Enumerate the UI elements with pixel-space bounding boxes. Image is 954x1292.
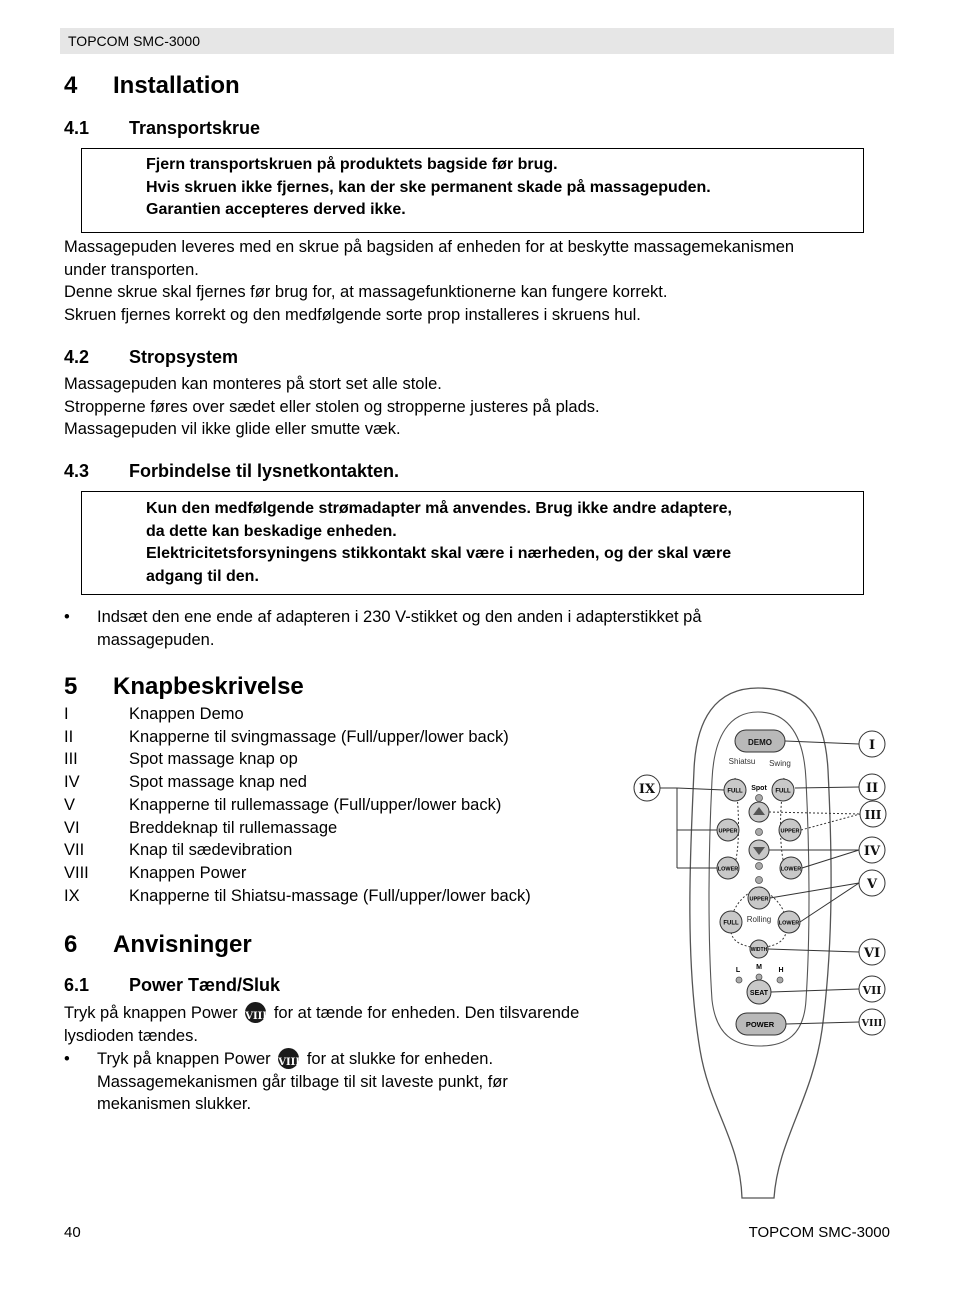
- list-roman: VIII: [64, 863, 89, 882]
- warning-line: Elektricitetsforsyningens stikkontakt skal være i nærheden, og der skal være: [146, 545, 732, 563]
- subsection-title: Transportskrue: [129, 118, 261, 138]
- footer-title: TOPCOM SMC-3000: [748, 1224, 890, 1241]
- list-desc: Knappen Demo: [129, 705, 244, 723]
- bullet-power-off: [64, 1048, 634, 1116]
- section-title: Knapbeskrivelse: [113, 673, 304, 700]
- section-4-2-heading: [64, 347, 464, 369]
- list-desc: Knapperne til rullemassage (Full/upper/lower back): [129, 795, 502, 814]
- list-desc: Breddeknap til rullemassage: [129, 818, 338, 837]
- paragraph-line: Stropperne føres over sædet eller stolen og stropperne justeres på plads.: [64, 397, 600, 416]
- button-label: FULL: [727, 788, 743, 795]
- list-desc: Knap til sædevibration: [129, 841, 293, 860]
- list-desc: Spot massage knap op: [129, 750, 298, 769]
- text-segment: Tryk på knappen Power: [97, 1050, 271, 1068]
- section-4-3-heading: [64, 461, 564, 483]
- section-title: Installation: [113, 72, 240, 99]
- callout-label: VIII: [861, 1018, 883, 1029]
- button-label: WIDTH: [750, 947, 768, 953]
- bullet-marker: •: [64, 608, 70, 626]
- warning-text-power: [146, 498, 732, 589]
- callout-label: VI: [863, 946, 881, 961]
- led-indicator: [756, 974, 762, 980]
- callout-label: III: [864, 808, 882, 822]
- subsection-title: Power Tænd/Sluk: [129, 975, 281, 995]
- remote-control-illustration: [630, 680, 900, 1205]
- high-label: H: [778, 967, 784, 974]
- power-label: POWER: [745, 1020, 775, 1029]
- subsection-number: 6.1: [64, 975, 90, 995]
- list-desc: Knapperne til Shiatsu-massage (Full/upper/lower back): [129, 886, 531, 905]
- list-desc: Knappen Power: [129, 863, 247, 882]
- warning-line: adgang til den.: [146, 568, 259, 586]
- section-6-heading: [64, 931, 464, 961]
- section-4-1-heading: [64, 118, 464, 140]
- callout-label: IV: [863, 844, 881, 859]
- text-segment: for at slukke for enheden.: [306, 1050, 494, 1068]
- button-label: UPPER: [718, 828, 738, 835]
- led-indicator: [736, 977, 742, 983]
- button-label: LOWER: [717, 866, 739, 873]
- list-roman: VI: [64, 818, 80, 837]
- section-number: 6: [64, 931, 78, 958]
- header-title: TOPCOM SMC-3000: [68, 33, 200, 49]
- spot-label: Spot: [751, 785, 767, 792]
- paragraph-power-on: [64, 1002, 634, 1047]
- subsection-number: 4.2: [64, 347, 90, 367]
- subsection-number: 4.3: [64, 461, 90, 481]
- warning-line: Hvis skruen ikke fjernes, kan der ske permanent skade på massagepuden.: [146, 178, 711, 196]
- button-label: UPPER: [749, 896, 769, 903]
- list-roman: IX: [64, 886, 80, 905]
- list-roman: II: [64, 727, 74, 746]
- paragraph-transport: [64, 236, 794, 327]
- led-indicator: [777, 977, 783, 983]
- section-number: 4: [64, 72, 78, 99]
- bullet-marker: •: [64, 1050, 70, 1068]
- button-description-list: [64, 705, 624, 915]
- led-indicator: [756, 829, 763, 836]
- warning-line: Kun den medfølgende strømadapter må anvendes. Brug ikke andre adaptere,: [146, 500, 732, 517]
- list-roman: V: [64, 795, 76, 814]
- button-label: LOWER: [778, 920, 800, 927]
- seat-label: SEAT: [749, 990, 769, 997]
- led-indicator: [756, 863, 763, 870]
- section-number: 5: [64, 673, 78, 700]
- list-roman: VII: [64, 841, 85, 860]
- demo-label: DEMO: [748, 738, 772, 747]
- subsection-title: Stropsystem: [129, 347, 239, 367]
- callout-label: VII: [862, 984, 882, 997]
- paragraph-line: lysdioden tændes.: [64, 1026, 198, 1045]
- paragraph-line: Massagepuden vil ikke glide eller smutte væk.: [64, 420, 401, 439]
- button-label: LOWER: [780, 866, 802, 873]
- page-number: 40: [64, 1224, 81, 1241]
- callout-label: V: [866, 877, 878, 892]
- section-title: Anvisninger: [113, 931, 252, 958]
- callout-label: IX: [638, 782, 656, 797]
- callout-label: II: [865, 781, 879, 796]
- bullet-adapter: [64, 606, 864, 651]
- text-segment: for at tænde for enheden. Den tilsvarende: [273, 1004, 580, 1022]
- bullet-line: massagepuden.: [97, 630, 215, 649]
- icon-label: VIII: [245, 1011, 268, 1022]
- paragraph-line: Skruen fjernes korrekt og den medfølgende sorte prop installeres i skruens hul.: [64, 306, 641, 325]
- list-desc: Knapperne til svingmassage (Full/upper/lower back): [129, 727, 509, 746]
- button-label: FULL: [775, 788, 791, 795]
- list-desc: Spot massage knap ned: [129, 773, 307, 792]
- list-roman: IV: [64, 773, 80, 792]
- list-roman: III: [64, 750, 78, 769]
- button-label: UPPER: [780, 828, 800, 835]
- text-segment: Tryk på knappen Power: [64, 1004, 238, 1022]
- bullet-line: Indsæt den ene ende af adapteren i 230 V-stikket og den anden i adapterstikket på: [97, 608, 702, 626]
- subsection-number: 4.1: [64, 118, 90, 138]
- power-viii-icon: [245, 1002, 266, 1023]
- bullet-line: [97, 1048, 634, 1071]
- swing-label: Swing: [769, 759, 791, 768]
- warning-line: Garantien accepteres derved ikke.: [146, 201, 406, 219]
- paragraph-strap: [64, 373, 600, 441]
- list-roman: I: [64, 705, 69, 723]
- low-label: L: [735, 967, 741, 974]
- warning-text-transport: [146, 154, 711, 222]
- callout-label: I: [868, 738, 876, 753]
- button-label: FULL: [723, 920, 739, 927]
- led-indicator: [756, 795, 763, 802]
- warning-line: Fjern transportskruen på produktets bagside før brug.: [146, 156, 558, 173]
- paragraph-line: [64, 1002, 634, 1025]
- icon-label: VIII: [278, 1057, 301, 1068]
- bullet-line: Massagemekanismen går tilbage til sit laveste punkt, før: [97, 1072, 508, 1091]
- section-4-heading: [64, 72, 464, 102]
- shiatsu-label: Shiatsu: [728, 757, 756, 766]
- warning-line: da dette kan beskadige enheden.: [146, 522, 397, 540]
- paragraph-line: Denne skrue skal fjernes før brug for, at massagefunktionerne kan fungere korrekt.: [64, 283, 668, 302]
- bullet-line: mekanismen slukker.: [97, 1095, 252, 1114]
- led-indicator: [756, 877, 763, 884]
- power-viii-icon: [278, 1048, 299, 1069]
- paragraph-line: Massagepuden leveres med en skrue på bagsiden af enheden for at beskytte massagemekanismen: [64, 238, 795, 256]
- paragraph-line: under transporten.: [64, 260, 199, 279]
- subsection-title: Forbindelse til lysnetkontakten.: [129, 461, 400, 481]
- medium-label: M: [756, 964, 762, 971]
- section-5-heading: [64, 673, 464, 703]
- paragraph-line: Massagepuden kan monteres på stort set alle stole.: [64, 375, 442, 393]
- section-6-1-heading: [64, 975, 464, 997]
- rolling-label: Rolling: [746, 915, 772, 924]
